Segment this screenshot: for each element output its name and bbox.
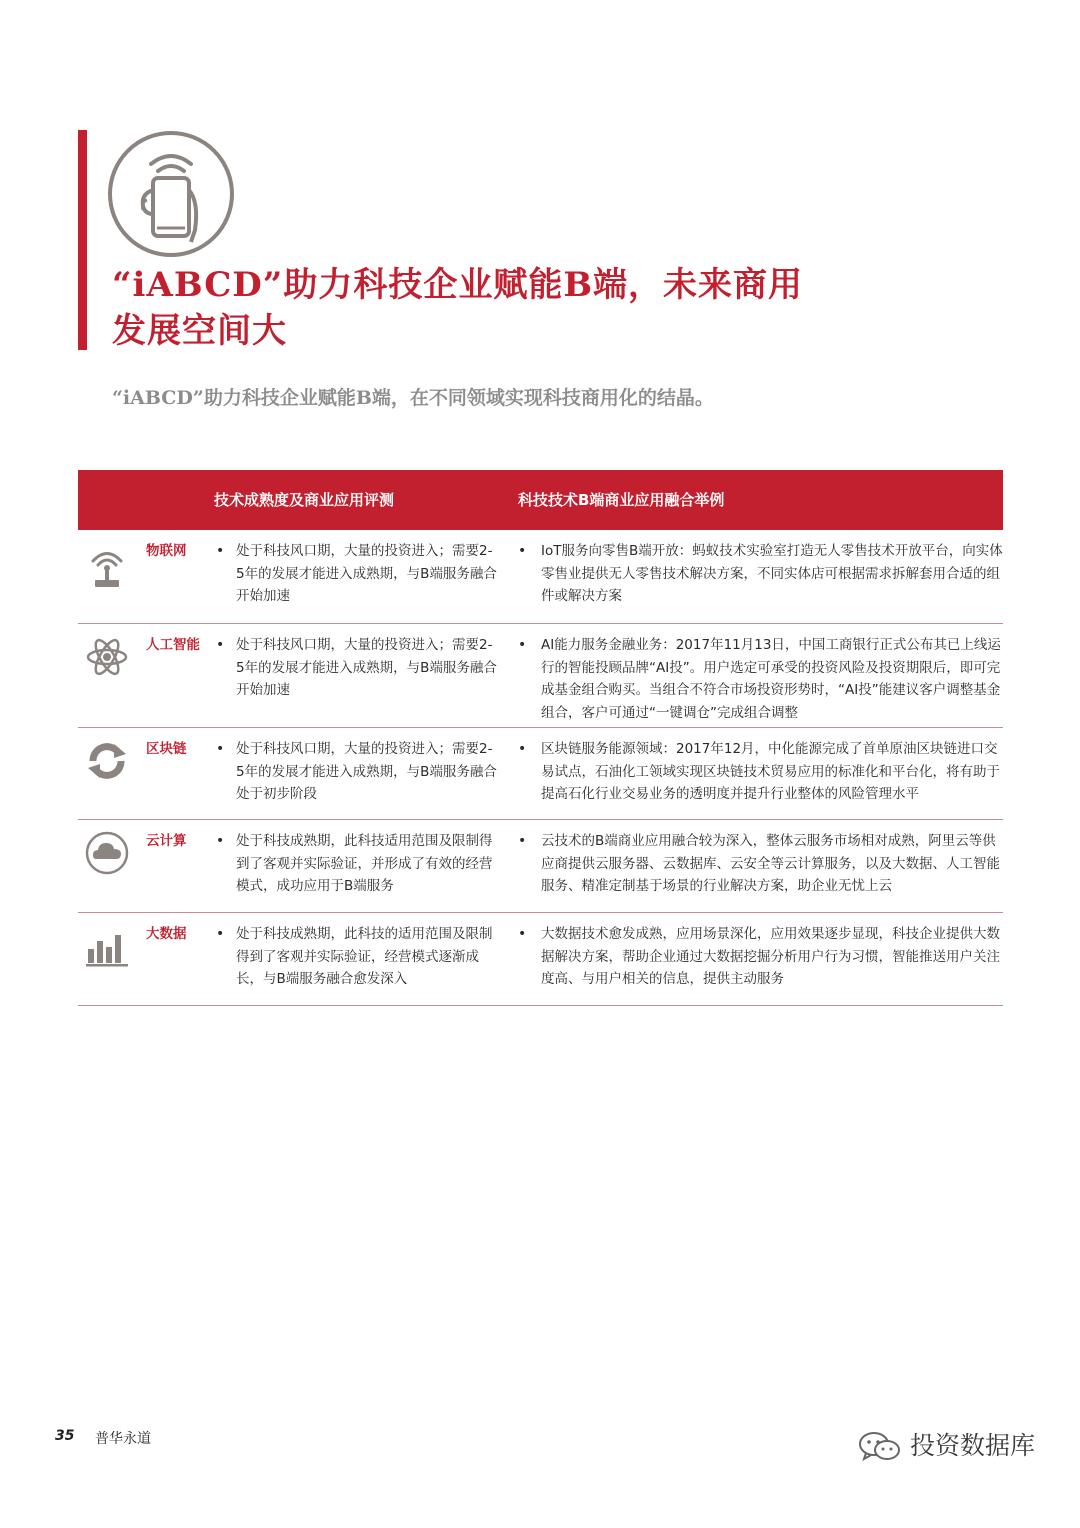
example-cell (518, 738, 1003, 806)
table-row (78, 728, 1003, 820)
example-cell (518, 540, 1003, 608)
row-label: 人工智能 (146, 637, 200, 653)
example-cell (518, 830, 1003, 898)
title-accent-bar (78, 130, 87, 350)
bullet: • (518, 543, 527, 559)
table-row (78, 624, 1003, 728)
ai-atom-icon (84, 634, 130, 680)
bullet: • (216, 637, 225, 653)
page-title (112, 262, 1012, 354)
example-text: IoT服务向零售B端开放：蚂蚁技术实验室打造无人零售技术开放平台，向实体零售业提供无人零售技术解决方案，不同实体店可根据需求拆解套用合适的组件或解决方案 (541, 543, 1003, 604)
example-text: 云技术的B端商业应用融合较为深入，整体云服务市场相对成熟，阿里云等供应商提供云服务器、云数据库、云安全等云计算服务，以及大数据、人工智能服务、精准定制基于场景的行业解决方案，助企业无忧上云 (541, 833, 1000, 894)
row-label: 区块链 (146, 741, 187, 757)
page-number: 35 (55, 1428, 75, 1444)
bullet: • (518, 741, 527, 757)
table-row (78, 820, 1003, 913)
title-line-2: 发展空间大 (112, 311, 287, 351)
bullet: • (216, 741, 225, 757)
maturity-text: 处于科技成熟期，此科技的适用范围及限制得到了客观并实际验证，经营模式逐渐成长，与B端服务融合愈发深入 (236, 926, 493, 987)
smartphone-wireless-icon (107, 130, 235, 258)
comparison-table (78, 470, 1003, 1006)
bullet: • (518, 833, 527, 849)
maturity-text: 处于科技风口期，大量的投资进入；需要2-5年的发展才能进入成熟期，与B端服务融合开始加速 (236, 543, 497, 604)
cloud-icon (84, 830, 130, 876)
row-label: 云计算 (146, 833, 187, 849)
watermark-text: 投资数据库 (910, 1431, 1036, 1460)
wechat-icon (858, 1430, 902, 1464)
example-text: 大数据技术愈发成熟，应用场景深化，应用效果逐步显现，科技企业提供大数据解决方案，帮助企业通过大数据挖掘分析用户行为习惯，智能推送用户关注度高、与用户相关的信息，提供主动服务 (541, 926, 1000, 987)
iot-antenna-icon (84, 544, 130, 590)
bullet: • (518, 637, 527, 653)
bullet: • (518, 926, 527, 942)
header-maturity: 技术成熟度及商业应用评测 (214, 491, 395, 509)
table-row (78, 913, 1003, 1006)
bullet: • (216, 543, 225, 559)
footer-brand: 普华永道 (95, 1431, 151, 1447)
bullet: • (216, 926, 225, 942)
example-cell (518, 923, 1003, 991)
maturity-text: 处于科技风口期，大量的投资进入；需要2-5年的发展才能进入成熟期，与B端服务融合处于初步阶段 (236, 741, 497, 802)
table-row (78, 530, 1003, 624)
page-subtitle: “iABCD”助力科技企业赋能B端，在不同领域实现科技商用化的结晶。 (112, 387, 714, 409)
bar-chart-icon (84, 923, 130, 969)
maturity-cell (216, 923, 501, 991)
table-header (78, 470, 1003, 530)
maturity-cell (216, 738, 501, 806)
bullet: • (216, 833, 225, 849)
maturity-cell (216, 830, 501, 898)
row-label: 物联网 (146, 543, 187, 559)
title-line-1: “iABCD”助力科技企业赋能B端，未来商用 (112, 265, 804, 305)
maturity-text: 处于科技风口期，大量的投资进入；需要2-5年的发展才能进入成熟期，与B端服务融合开始加速 (236, 637, 497, 698)
maturity-text: 处于科技成熟期，此科技适用范围及限制得到了客观并实际验证，并形成了有效的经营模式，成功应用于B端服务 (236, 833, 493, 894)
example-text: AI能力服务金融业务：2017年11月13日，中国工商银行正式公布其已上线运行的智能投顾品牌“AI投”。用户选定可承受的投资风险及投资期限后，即可完成基金组合购买。当组合不符合市场投资形势时，“AI投”能建议客户调整基金组合，客户可通过“一键调仓”完成组合调整 (541, 637, 1001, 721)
header-example: 科技技术B端商业应用融合举例 (518, 491, 725, 509)
maturity-cell (216, 634, 501, 702)
example-cell (518, 634, 1003, 724)
maturity-cell (216, 540, 501, 608)
example-text: 区块链服务能源领域：2017年12月，中化能源完成了首单原油区块链进口交易试点，石油化工领域实现区块链技术贸易应用的标准化和平台化，将有助于提高石化行业交易业务的透明度并提升行业整体的风险管理水平 (541, 741, 1000, 802)
row-label: 大数据 (146, 926, 187, 942)
blockchain-cycle-icon (84, 738, 130, 784)
